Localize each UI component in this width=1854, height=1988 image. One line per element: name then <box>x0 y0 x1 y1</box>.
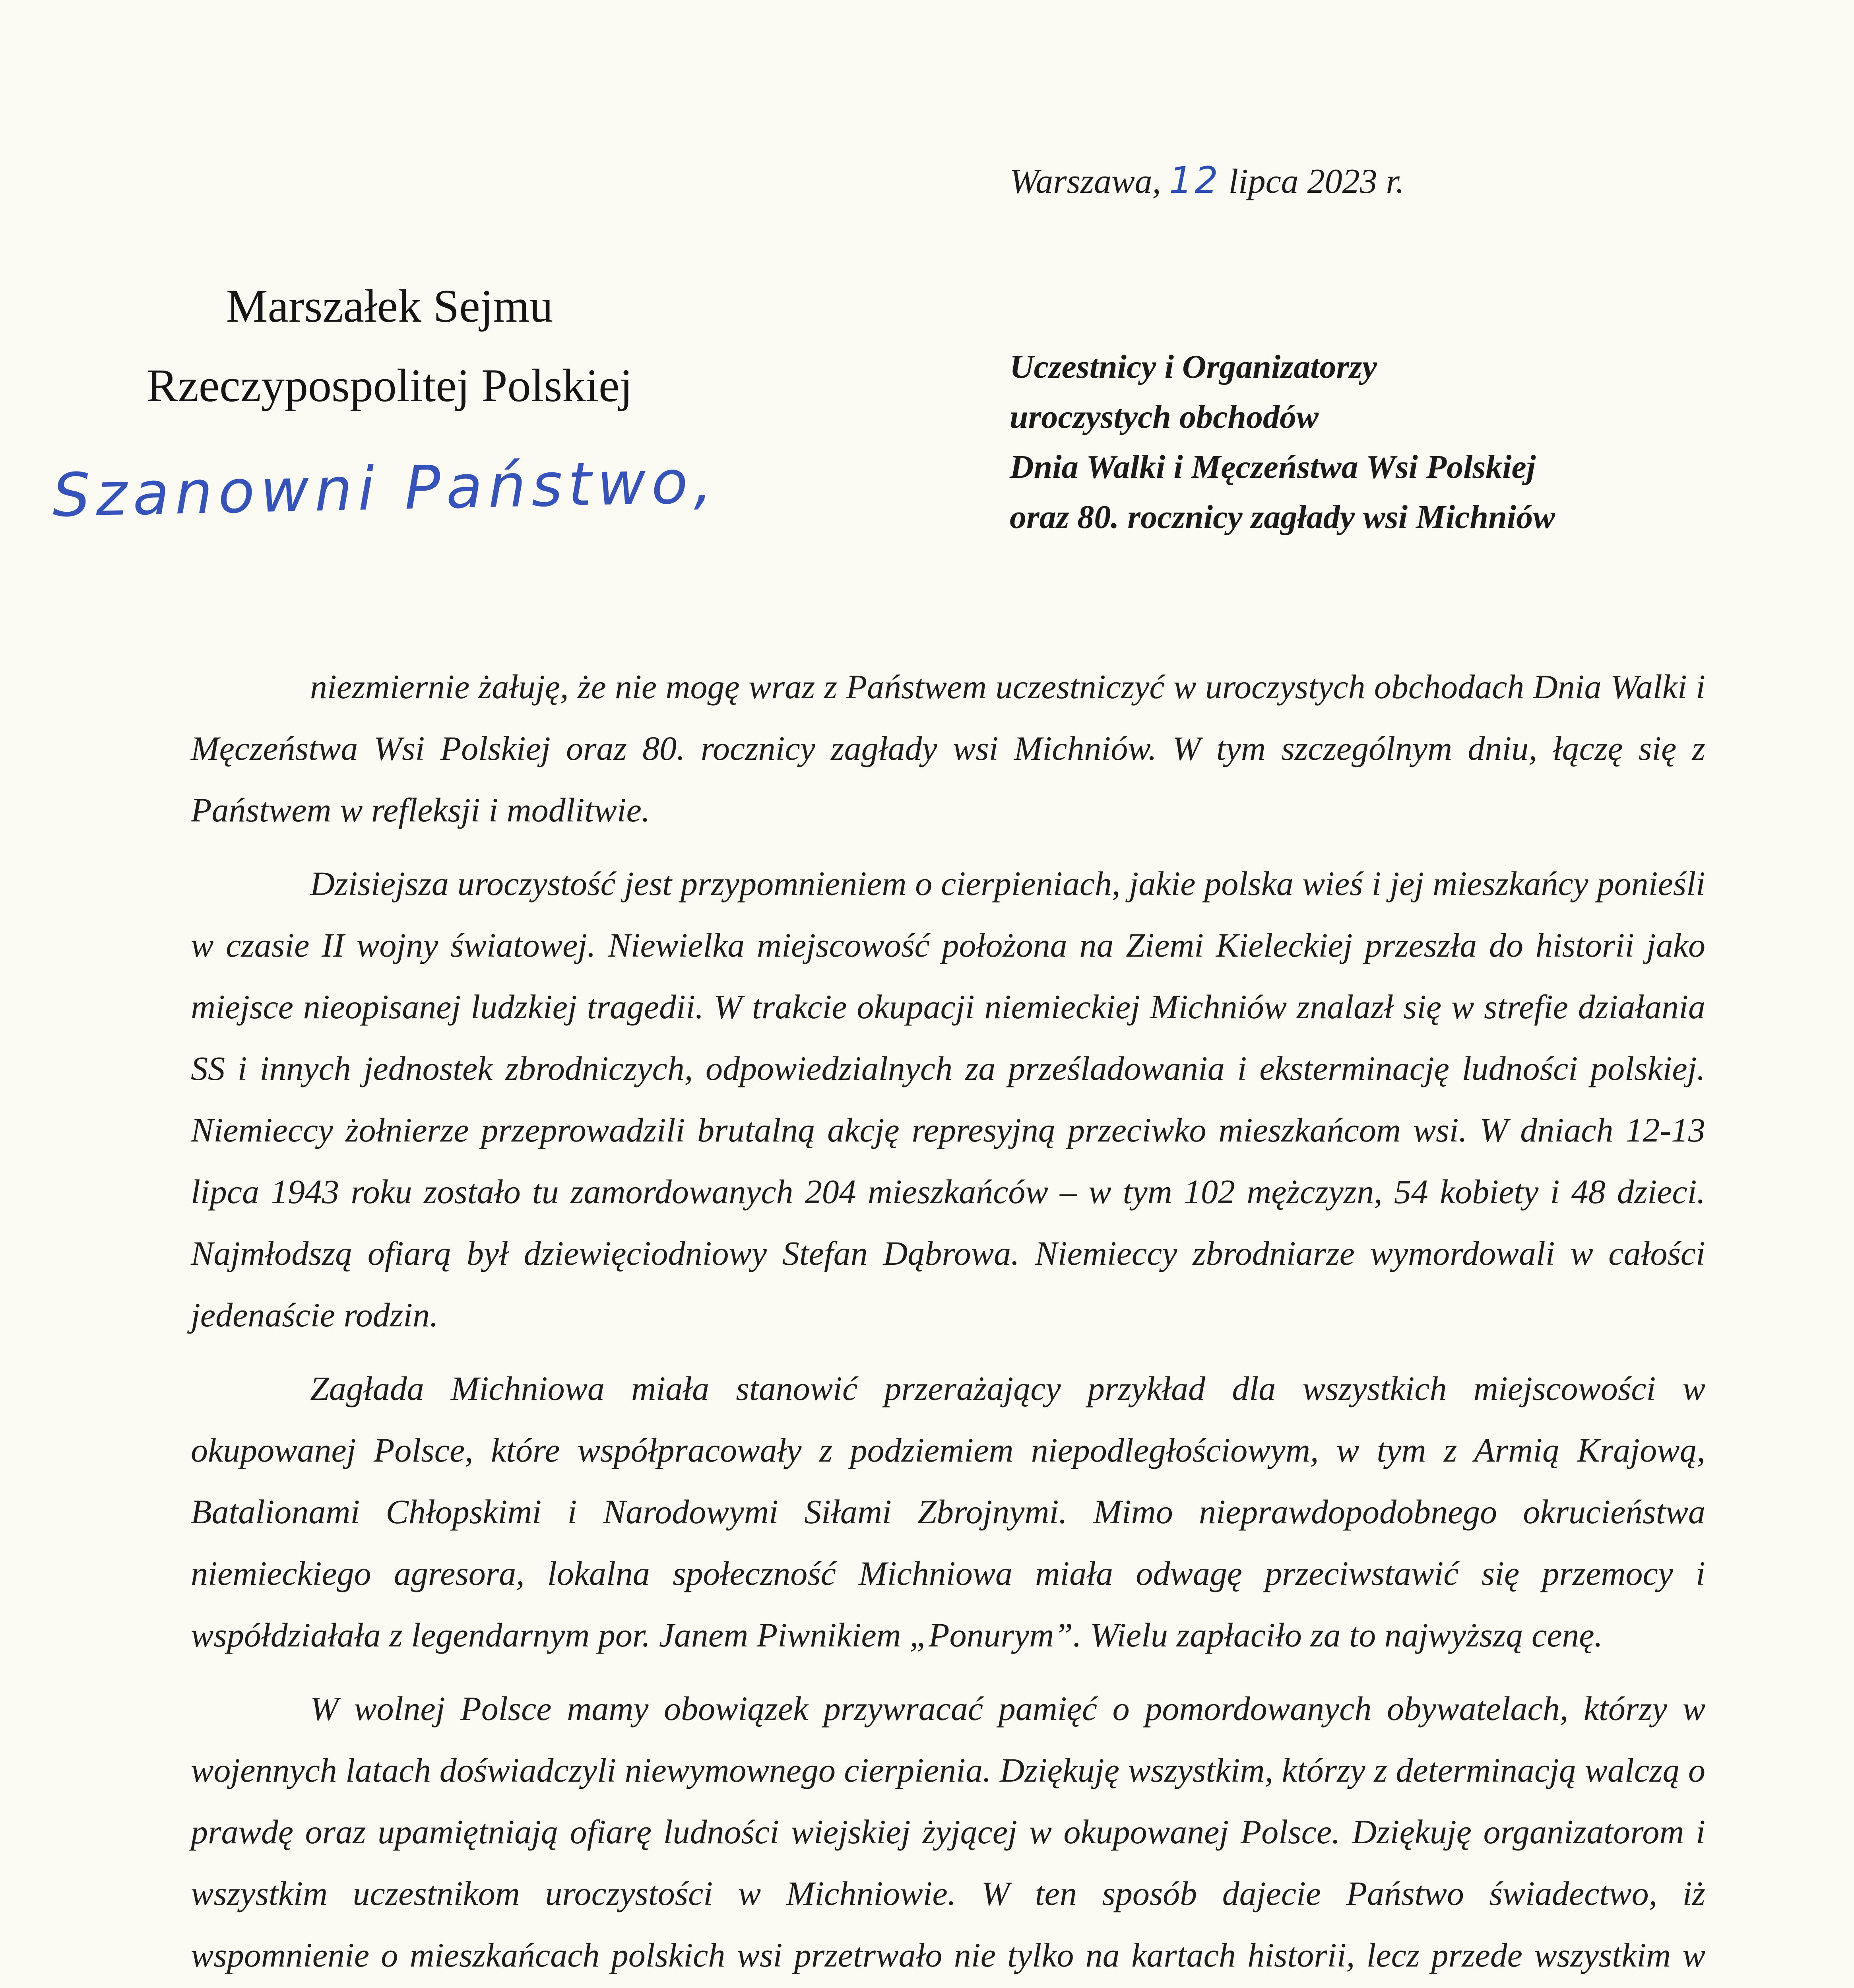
sender-line-1: Marszałek Sejmu <box>226 280 553 332</box>
letter-body <box>191 656 1705 1988</box>
paragraph: W wolnej Polsce mamy obowiązek przywracać pamięć o pomordowanych obywatelach, którzy w wojennych latach doświadczyli niewymownego cierpienia. Dziękuję wszystkim, którzy z determinacją walczą o prawdę oraz upamiętniają ofiarę ludności wiejskiej żyjącej w okupowanej Polsce. Dziękuję organizatorom i wszystkim uczestnikom uroczystości w Michniowie. W ten sposób dajecie Państwo świadectwo, iż wspomnienie o mieszkańcach polskich wsi przetrwało nie tylko na kartach historii, lecz przede wszystkim w <box>191 1689 1705 1974</box>
paragraph: Dzisiejsza uroczystość jest przypomnieniem o cierpieniach, jakie polska wieś i jej mieszkańcy ponieśli w czasie II wojny światowej. Niewielka miejscowość położona na Ziemi Kieleckiej przeszła do historii jako miejsce nieopisanej ludzkiej tragedii. W trakcie okupacji niemieckiej Michniów znalazł się w strefie działania SS i innych jednostek zbrodniczych, odpowiedzialnych za prześladowania i eksterminację ludności polskiej. Niemieccy żołnierze przeprowadzili brutalną akcję represyjną przeciwko mieszkańcom wsi. W dniach 12-13 lipca 1943 roku zostało tu zamordowanych 204 mieszkańców – w tym 102 mężczyzn, 54 kobiety i 48 dzieci. Najmłodszą ofiarą był dziewięciodniowy Stefan Dąbrowa. Niemieccy zbrodniarze wymordowali w całości jedenaście rodzin. <box>191 864 1705 1334</box>
handwritten-day: 12 <box>1169 159 1221 202</box>
recipients-block <box>1010 342 1555 542</box>
handwritten-salutation: Szanowni Państwo, <box>52 447 719 530</box>
paragraph: Zagłada Michniowa miała stanowić przerażający przykład dla wszystkich miejscowości w okupowanej Polsce, które współpracowały z podziemiem niepodległościowym, w tym z Armią Krajową, Batalionami Chłopskimi i Narodowymi Siłami Zbrojnymi. Mimo nieprawdopodobnego okrucieństwa niemieckiego agresora, lokalna społeczność Michniowa miała odwagę przeciwstawić się przemocy i współdziałała z legendarnym por. Janem Piwnikiem „Ponurym”. Wielu zapłaciło za to najwyższą cenę. <box>191 1369 1705 1654</box>
paragraph: niezmiernie żałuję, że nie mogę wraz z Państwem uczestniczyć w uroczystych obchodach Dnia Walki i Męczeństwa Wsi Polskiej oraz 80. rocznicy zagłady wsi Michniów. W tym szczególnym dniu, łączę się z Państwem w refleksji i modlitwie. <box>191 668 1705 829</box>
recipient-line: oraz 80. rocznicy zagłady wsi Michniów <box>1010 499 1555 536</box>
recipient-line: uroczystych obchodów <box>1010 398 1319 435</box>
date-prefix: Warszawa, <box>1010 162 1161 201</box>
sender-block <box>107 266 672 425</box>
recipient-line: Dnia Walki i Męczeństwa Wsi Polskiej <box>1010 448 1536 485</box>
date-suffix: lipca 2023 r. <box>1228 162 1405 201</box>
place-and-date <box>1010 159 1404 202</box>
sender-line-2: Rzeczypospolitej Polskiej <box>146 359 633 412</box>
recipient-line: Uczestnicy i Organizatorzy <box>1010 348 1377 385</box>
